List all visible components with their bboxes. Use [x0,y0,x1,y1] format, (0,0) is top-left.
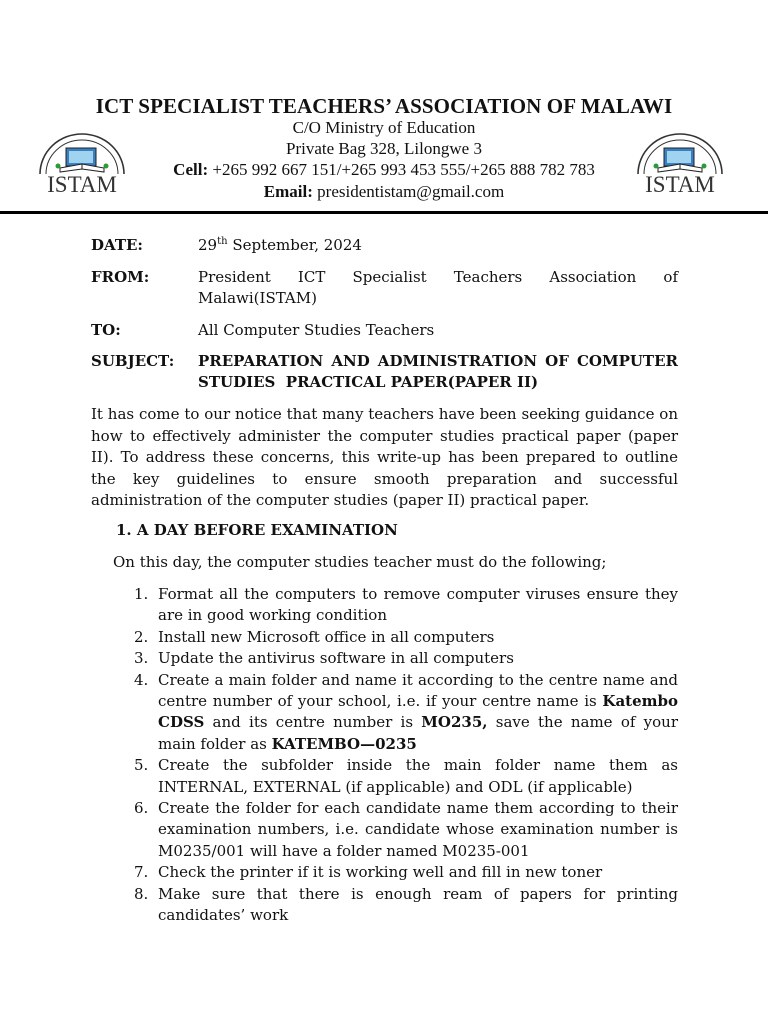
list-item-text: Make sure that there is enough ream of papers for printing candidates’ work [158,884,678,925]
list-item [134,798,678,862]
list-item-text: Update the antivirus software in all computers [158,649,514,668]
section-1-heading: 1. A DAY BEFORE EXAMINATION [116,521,398,539]
from-line-1: President ICT Specialist Teachers Association of [198,268,678,286]
list-item-number: 5. [134,756,149,775]
subject-line-2: STUDIES PRACTICAL PAPER(PAPER II) [198,373,539,391]
section-1-intro: On this day, the computer studies teacher must do the following; [113,553,607,571]
list-item [134,584,678,627]
from-value [198,267,678,309]
from-line-2: Malawi(ISTAM) [198,289,317,307]
list-item-text: and its centre number is [204,713,422,732]
list-item-number: 8. [134,884,149,903]
memo-subject-row [91,351,678,395]
letterhead-divider [0,211,768,214]
email-address: presidentistam@gmail.com [317,182,505,201]
list-item-number: 2. [134,627,149,646]
logo-text-left: ISTAM [47,172,117,196]
date-rest: September, 2024 [227,236,362,254]
list-item-text: Format all the computers to remove computer viruses ensure they are in good working condition [158,585,678,625]
date-value [198,235,678,256]
list-item [134,884,678,927]
address-line-2: Private Bag 328, Lilongwe 3 [286,139,482,158]
centre-name-example: Katembo CDSS [158,692,678,732]
centre-number-example: MO235, [421,713,488,732]
list-item-number: 4. [134,670,149,689]
list-item-text: save the name of your main folder as [158,713,678,753]
istam-logo-left [26,128,138,196]
subject-value [198,351,678,393]
organization-name: ICT SPECIALIST TEACHERS’ ASSOCIATION OF MALAWI [95,94,673,118]
memo-from-row [91,267,678,309]
list-item-number: 3. [134,649,149,668]
list-item [134,670,678,756]
cell-label: Cell: [173,160,209,179]
cell-numbers: +265 992 667 151/+265 993 453 555/+265 888 782 783 [212,160,595,179]
list-item-text: Create the folder for each candidate name them according to their examination numbers, i.e. candidate whose examination number is M0235/001 will have a folder named M0235-001 [158,799,678,860]
logo-text-right: ISTAM [645,172,715,196]
istam-logo-right [624,128,736,196]
intro-paragraph: It has come to our notice that many teachers have been seeking guidance on how to effectively administer the computer studies practical paper (paper II). To address these concerns, this write-up has been prepared to outline the key guidelines to ensure smooth preparation and successful administration of the computer studies (paper II) practical paper. [91,405,678,509]
email-label: Email: [263,182,313,201]
main-folder-example: KATEMBO—0235 [271,734,417,753]
date-suffix: th [217,236,228,247]
list-item [134,755,678,798]
to-label: TO: [91,321,121,339]
address-line-1: C/O Ministry of Education [292,118,476,137]
list-item-text: Check the printer if it is working well and fill in new toner [158,863,603,882]
list-item [134,862,678,883]
date-label: DATE: [91,236,143,254]
list-item-number: 7. [134,863,149,882]
list-item [134,627,678,648]
subject-label: SUBJECT: [91,352,175,370]
letterhead [0,0,768,216]
from-label: FROM: [91,268,150,286]
memo-to-row [91,320,678,341]
list-item-number: 1. [134,585,149,603]
list-item [134,648,678,669]
list-item-text: Create the subfolder inside the main folder name them as INTERNAL, EXTERNAL (if applicable) and ODL (if applicable) [158,756,678,796]
memo-date-row [91,235,678,256]
to-value: All Computer Studies Teachers [198,321,435,339]
subject-line-1: PREPARATION AND ADMINISTRATION OF COMPUTER [198,352,678,370]
list-item-text: Create a main folder and name it according to the centre name and centre number of your school, i.e. if your centre name is [158,670,678,711]
task-list [134,584,678,927]
date-day: 29 [198,236,218,254]
list-item-text: Install new Microsoft office in all computers [158,627,495,646]
list-item-number: 6. [134,799,149,818]
